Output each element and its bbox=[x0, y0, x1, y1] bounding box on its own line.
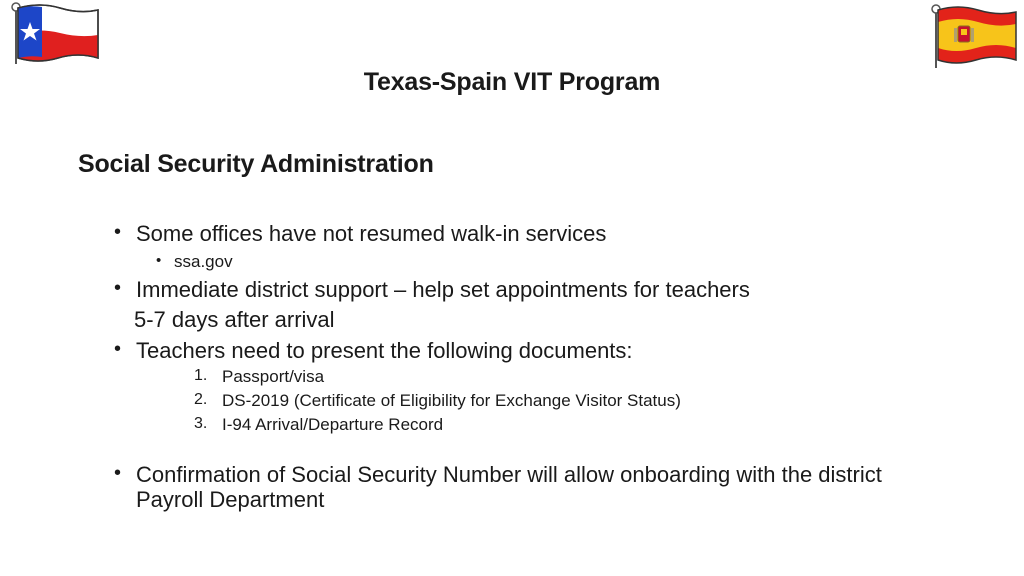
bullet-text: Immediate district support – help set appointments for teachers bbox=[136, 277, 750, 302]
sub-bullet-text: ssa.gov bbox=[174, 252, 233, 271]
texas-flag-icon bbox=[10, 2, 102, 66]
bullet-text: Confirmation of Social Security Number will allow onboarding with the district bbox=[136, 462, 882, 487]
bullet-marker: • bbox=[114, 277, 122, 299]
bullet-marker: • bbox=[114, 221, 122, 243]
sub-bullet-marker: • bbox=[156, 252, 162, 269]
list-number: 2. bbox=[194, 391, 208, 408]
bullet-text: Teachers need to present the following documents: bbox=[136, 338, 633, 363]
section-heading: Social Security Administration bbox=[78, 150, 434, 178]
bullet-text: Some offices have not resumed walk-in services bbox=[136, 221, 607, 246]
bullet-continuation: Payroll Department bbox=[136, 487, 325, 512]
bullet-marker: • bbox=[114, 338, 122, 360]
list-number: 1. bbox=[194, 367, 208, 384]
page-title: Texas-Spain VIT Program bbox=[363, 68, 661, 96]
list-item: I-94 Arrival/Departure Record bbox=[222, 415, 444, 434]
list-item: Passport/visa bbox=[222, 367, 325, 386]
spain-flag-icon bbox=[928, 2, 1020, 70]
bullet-continuation: 5-7 days after arrival bbox=[134, 307, 335, 332]
bullet-marker: • bbox=[114, 462, 122, 484]
list-item: DS-2019 (Certificate of Eligibility for Exchange Visitor Status) bbox=[222, 391, 681, 410]
list-number: 3. bbox=[194, 415, 208, 432]
